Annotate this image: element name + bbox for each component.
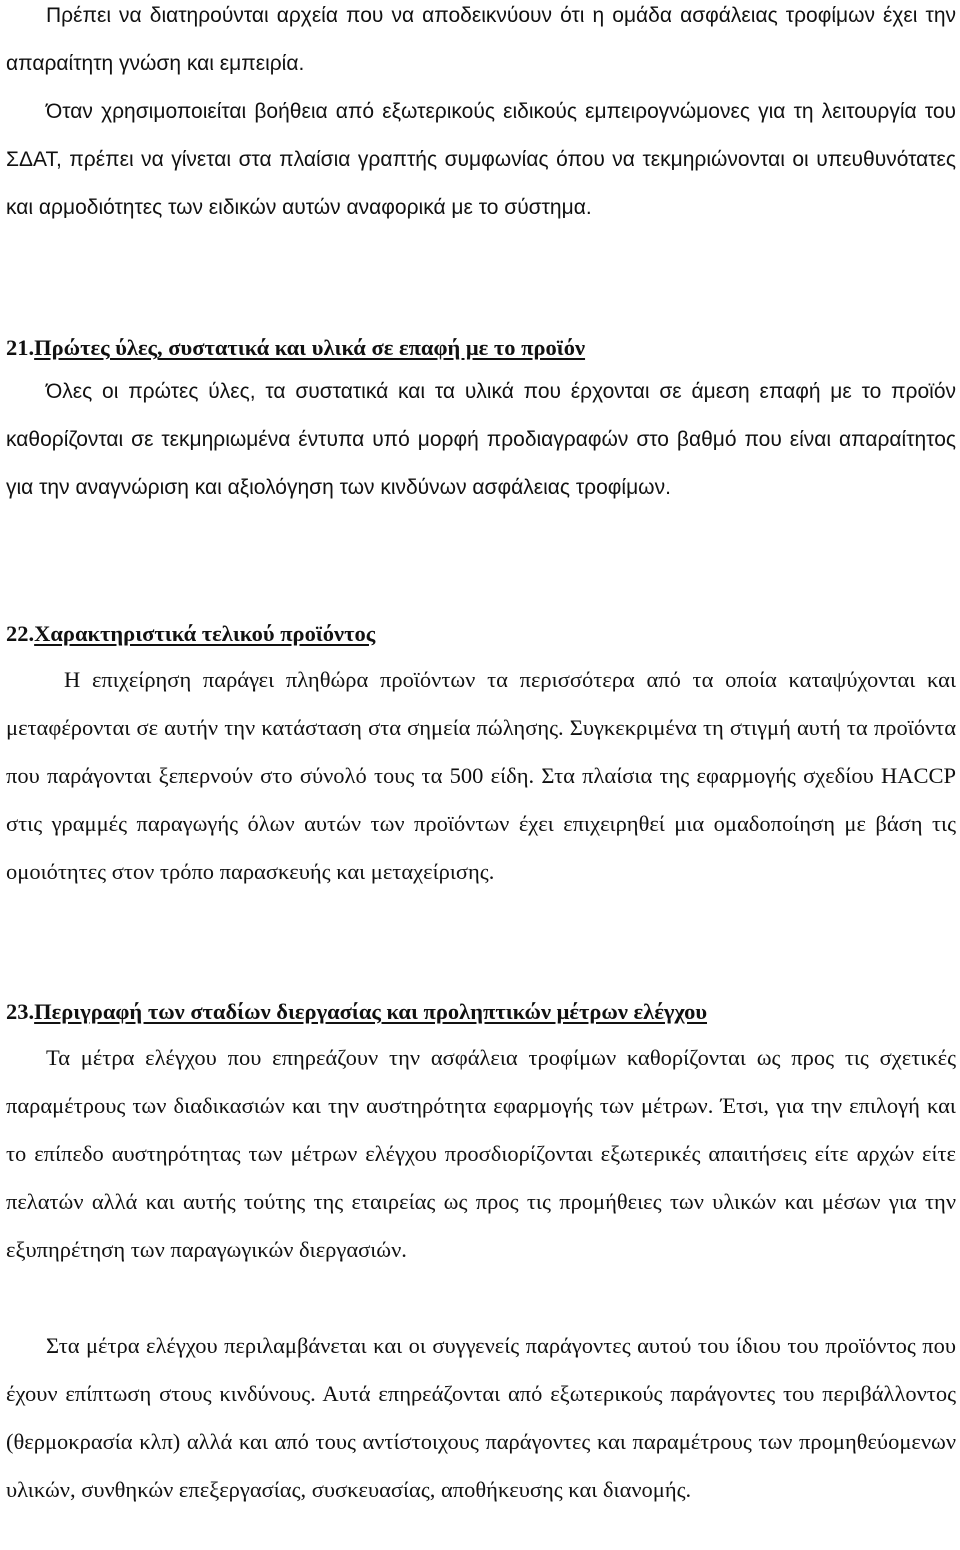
section-22-number: 22. (6, 621, 35, 646)
section-21-title: Πρώτες ύλες, συστατικά και υλικά σε επαφή με το προϊόν (34, 335, 586, 360)
intro-paragraph-records: Πρέπει να διατηρούνται αρχεία που να αποδεικνύουν ότι η ομάδα ασφάλειας τροφίμων έχει την απαραίτητη γνώση και εμπειρία. (6, 4, 956, 75)
section-23-number: 23. (6, 999, 35, 1024)
section-21-body: Όλες οι πρώτες ύλες, τα συστατικά και τα υλικά που έρχονται σε άμεση επαφή με το προϊόν καθορίζονται σε τεκμηριωμένα έντυπα υπό μορφή προδιαγραφών στο βαθμό που είναι απαραίτητος για την αναγνώριση και αξιολόγηση των κινδύνων ασφάλειας τροφίμων. (6, 380, 956, 499)
section-23-body-measures: Τα μέτρα ελέγχου που επηρεάζουν την ασφάλεια τροφίμων καθορίζονται ως προς τις σχετικές παραμέτρους των διαδικασιών και την αυστηρότητα εφαρμογής των μέτρων. Έτσι, για την επιλογή και το επίπεδο αυστηρότητας των μέτρων ελέγχου προσδιορίζονται εξωτερικές απαιτήσεις είτε αρχών είτε πελατών αλλά και αυτής τούτης της εταιρείας ως προς τις προμήθειες των υλικών και μέσων για την εξυπηρέτηση των παραγωγικών διεργασιών. (6, 1045, 956, 1262)
section-21-heading (6, 328, 956, 368)
intro-paragraph-external-experts: Όταν χρησιμοποιείται βοήθεια από εξωτερικούς ειδικούς εμπειρογνώμονες για τη λειτουργία του ΣΔΑΤ, πρέπει να γίνεται στα πλαίσια γραπτής συμφωνίας όπου να τεκμηριώνονται οι υπευθυνότατες και αρμοδιότητες των ειδικών αυτών αναφορικά με το σύστημα. (6, 100, 956, 219)
section-21-number: 21. (6, 335, 35, 360)
section-23-heading (6, 992, 956, 1032)
section-22-body: Η επιχείρηση παράγει πληθώρα προϊόντων τα περισσότερα από τα οποία καταψύχονται και μεταφέρονται σε αυτήν την κατάσταση στα σημεία πώλησης. Συγκεκριμένα τη στιγμή αυτή τα προϊόντα που παράγονται ξεπερνούν στο σύνολό τους τα 500 είδη. Στα πλαίσια της εφαρμογής σχεδίου HACCP στις γραμμές παραγωγής όλων αυτών των προϊόντων έχει επιχειρηθεί μια ομαδοποίηση με βάση τις ομοιότητες στον τρόπο παρασκευής και μεταχείρισης. (6, 667, 956, 884)
section-22-heading (6, 614, 956, 654)
section-23-body-factors: Στα μέτρα ελέγχου περιλαμβάνεται και οι συγγενείς παράγοντες αυτού του ίδιου του προϊόντος που έχουν επίπτωση στους κινδύνους. Αυτά επηρεάζονται από εξωτερικούς παράγοντες του περιβάλλοντος (θερμοκρασία κλπ) αλλά και από τους αντίστοιχους παράγοντες και παραμέτρους των προμηθεύομενων υλικών, συνθηκών επεξεργασίας, συσκευασίας, αποθήκευσης και διανομής. (6, 1333, 956, 1502)
section-22-title: Χαρακτηριστικά τελικού προϊόντος (34, 621, 376, 646)
section-23-title: Περιγραφή των σταδίων διεργασίας και προληπτικών μέτρων ελέγχου (34, 999, 708, 1024)
